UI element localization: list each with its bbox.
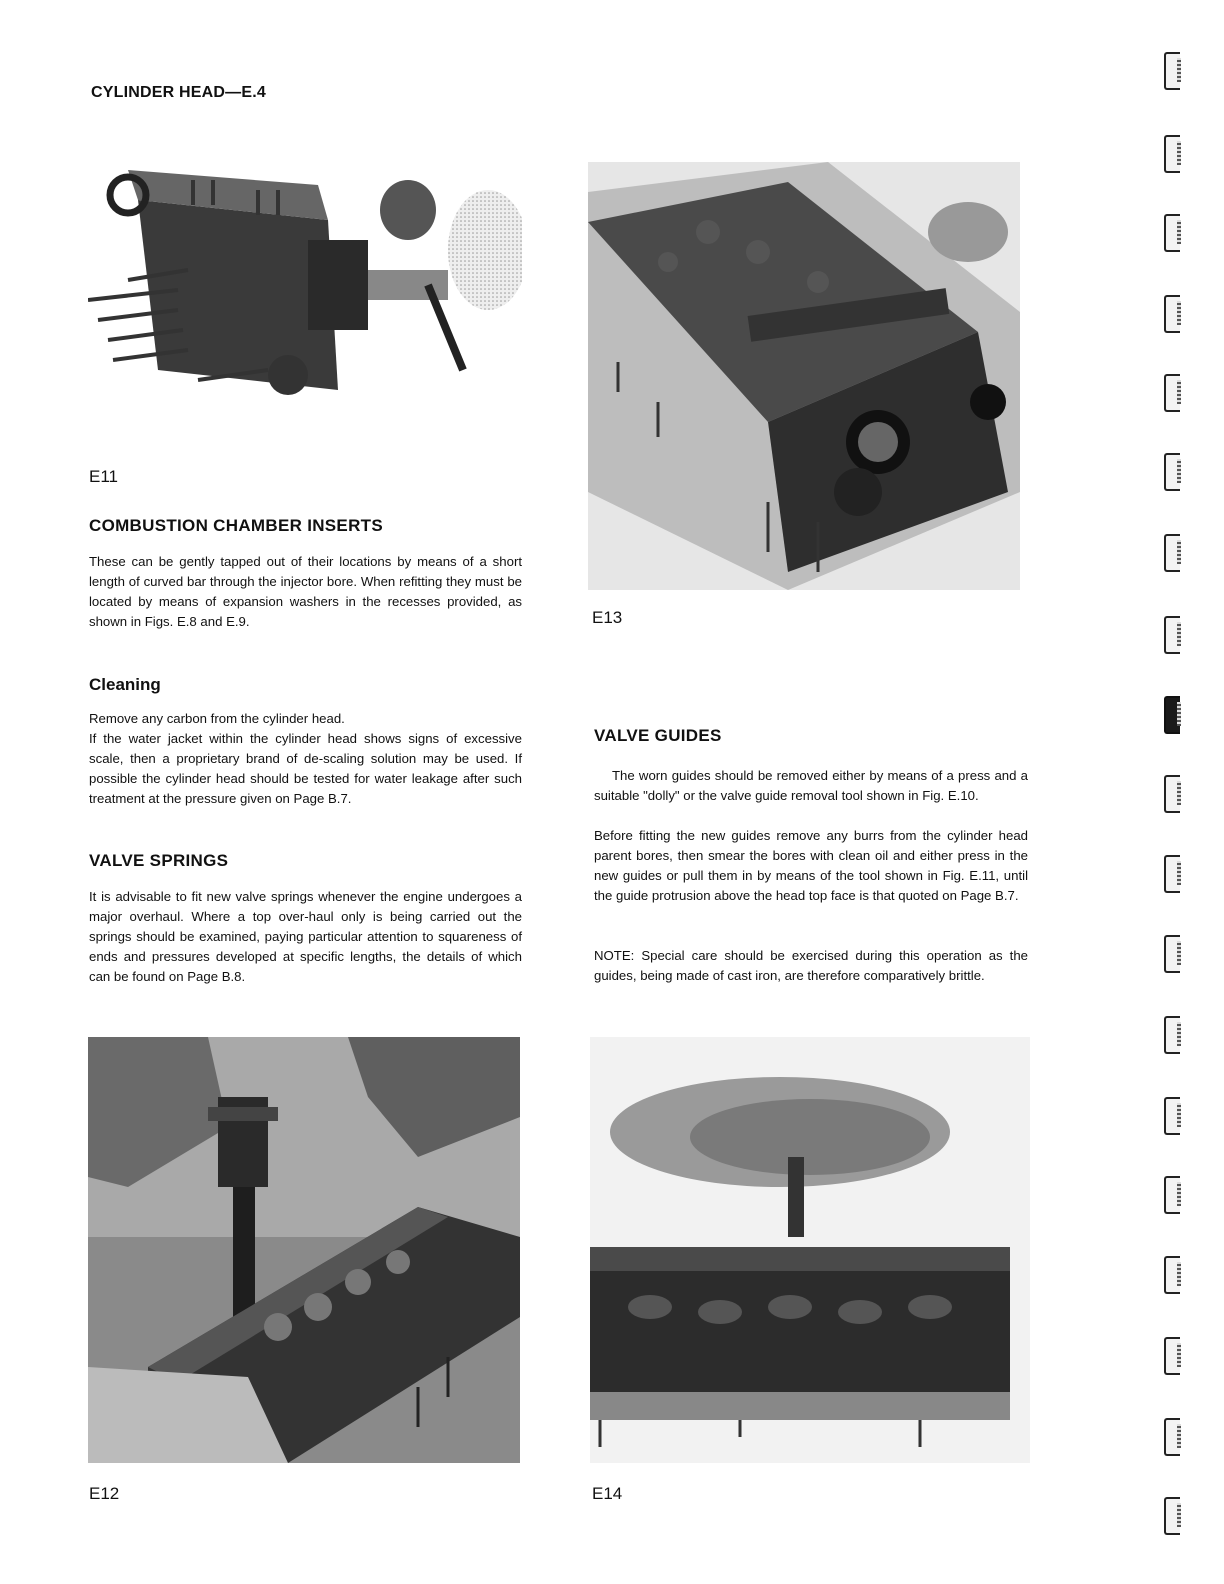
figure-e12-caption: E12 [89, 1484, 120, 1503]
combustion-heading: COMBUSTION CHAMBER INSERTS [89, 516, 383, 535]
valve-guides-note: NOTE: Special care should be exercised during this operation as the guides, being made of cast iron, are therefore comparatively brittle. [594, 948, 1028, 983]
figure-e14-caption: E14 [592, 1484, 623, 1503]
index-tab [1164, 935, 1180, 973]
index-tab [1164, 52, 1180, 90]
valve-guides-para-2: Before fitting the new guides remove any burrs from the cylinder head parent bores, then smear the bores with clean oil and either press in the new guides or pull them in by means of the tool shown in Fig. E.11, until the guide protrusion above the head top face is that quoted on Page B.7. [594, 828, 1028, 903]
figure-e13-photo [588, 162, 1020, 590]
valve-guides-heading: VALVE GUIDES [594, 726, 722, 745]
figure-e11-caption: E11 [89, 467, 118, 486]
index-tab [1164, 453, 1180, 491]
index-tab [1164, 616, 1180, 654]
index-tab-active [1164, 696, 1180, 734]
valve-guides-para-1: The worn guides should be removed either by means of a press and a suitable "dolly" or the valve guide removal tool shown in Fig. E.10. [594, 768, 1028, 803]
index-tab [1164, 1097, 1180, 1135]
index-tab [1164, 374, 1180, 412]
figure-e12-photo [88, 1037, 520, 1463]
valve-springs-body: It is advisable to fit new valve springs whenever the engine undergoes a major overhaul. Where a top over-haul only is being carried out the springs should be examined, paying particular attention to squareness of ends and pressures developed at specific lengths, the details of which can be found on Page B.8. [89, 889, 522, 984]
index-tab [1164, 1418, 1180, 1456]
cleaning-line-1: Remove any carbon from the cylinder head. [89, 711, 345, 726]
index-tab [1164, 775, 1180, 813]
cleaning-body: If the water jacket within the cylinder head shows signs of excessive scale, then a proprietary brand of de-scaling solution may be used. If possible the cylinder head should be tested for water leakage after such treatment at the pressure given on Page B.7. [89, 731, 522, 806]
index-tab [1164, 534, 1180, 572]
index-tab [1164, 1176, 1180, 1214]
index-tab [1164, 295, 1180, 333]
cleaning-heading: Cleaning [89, 675, 161, 694]
index-tab [1164, 135, 1180, 173]
index-tab [1164, 1337, 1180, 1375]
figure-e14-photo [590, 1037, 1030, 1463]
figure-e13-caption: E13 [592, 608, 623, 627]
index-tab [1164, 214, 1180, 252]
index-tab [1164, 1256, 1180, 1294]
page-title: CYLINDER HEAD—E.4 [91, 84, 266, 101]
index-tab [1164, 855, 1180, 893]
index-tab [1164, 1016, 1180, 1054]
figure-e11-photo [88, 160, 522, 460]
index-tab [1164, 1497, 1180, 1535]
combustion-body: These can be gently tapped out of their locations by means of a short length of curved bar through the injector bore. When refitting they must be located by means of expansion washers in the recesses provided, as shown in Figs. E.8 and E.9. [89, 554, 522, 629]
valve-springs-heading: VALVE SPRINGS [89, 851, 229, 870]
